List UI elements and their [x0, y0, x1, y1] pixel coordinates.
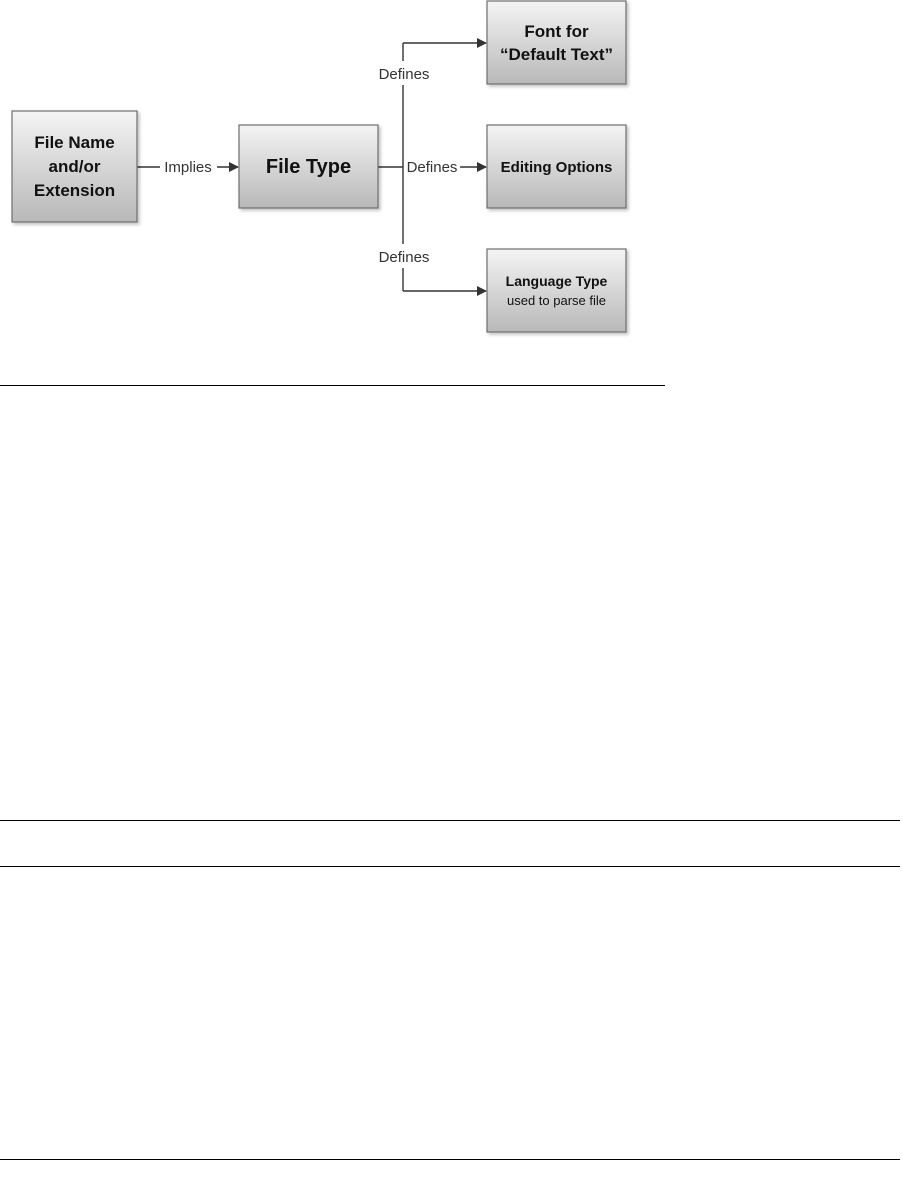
node-font-line-2: “Default Text” [499, 45, 614, 64]
edge-label-defines-language: Defines [378, 249, 430, 266]
edge-label-defines-editing: Defines [406, 159, 458, 176]
edge-label-implies: Implies [164, 159, 212, 176]
node-font [487, 1, 626, 84]
node-language-type-title: Language Type [505, 273, 608, 289]
node-language-type-subtitle: used to parse file [506, 293, 607, 308]
divider-3 [0, 866, 900, 867]
node-file-type-label: File Type [265, 156, 352, 178]
divider-2 [0, 820, 900, 821]
node-file-name-line-3: Extension [33, 181, 116, 200]
node-file-name-line-1: File Name [34, 133, 115, 152]
divider-1 [0, 385, 665, 386]
node-language-type [487, 249, 626, 332]
node-editing-options [487, 125, 626, 208]
node-file-name [12, 111, 137, 222]
node-file-type [239, 125, 378, 208]
edge-label-defines-font: Defines [378, 66, 430, 83]
divider-4 [0, 1159, 900, 1160]
node-editing-options-label: Editing Options [500, 159, 613, 176]
node-file-name-line-2: and/or [48, 157, 101, 176]
node-font-line-1: Font for [524, 22, 589, 41]
